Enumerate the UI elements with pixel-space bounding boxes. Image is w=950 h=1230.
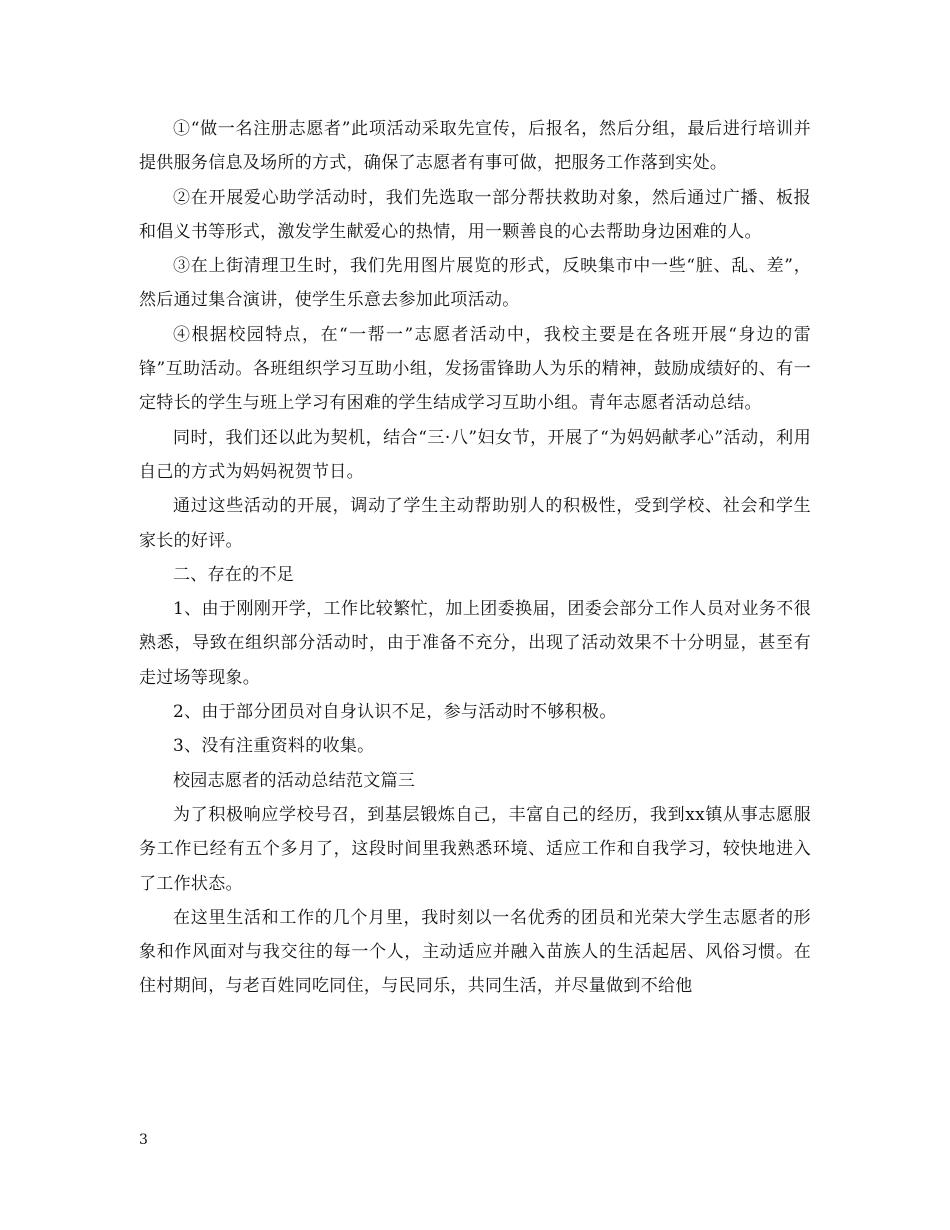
document-body — [139, 112, 811, 1004]
paragraph: ③在上街清理卫生时，我们先用图片展览的形式，反映集市中一些“脏、乱、差”，然后通过集合演讲，使学生乐意去参加此项活动。 — [139, 256, 811, 311]
paragraph: 在这里生活和工作的几个月里，我时刻以一名优秀的团员和光荣大学生志愿者的形象和作风面对与我交往的每一个人，主动适应并融入苗族人的生活起居、风俗习惯。在住村期间，与老百姓同吃同住，与民同乐，共同生活，并尽量做到不给他 — [139, 907, 811, 997]
paragraph: 3、没有注重资料的收集。 — [173, 736, 375, 757]
paragraph: 2、由于部分团员对自身认识不足，参与活动时不够积极。 — [173, 702, 617, 723]
paragraph: ①“做一名注册志愿者”此项活动采取先宣传，后报名，然后分组，最后进行培训并提供服务信息及场所的方式，确保了志愿者有事可做，把服务工作落到实处。 — [139, 119, 811, 174]
paragraph: ②在开展爱心助学活动时，我们先选取一部分帮扶救助对象，然后通过广播、板报和倡义书等形式，激发学生献爱心的热情，用一颗善良的心去帮助身边困难的人。 — [139, 187, 811, 242]
paragraph: 通过这些活动的开展，调动了学生主动帮助别人的积极性，受到学校、社会和学生家长的好评。 — [139, 496, 811, 551]
paragraph: 为了积极响应学校号召，到基层锻炼自己，丰富自己的经历，我到xx镇从事志愿服务工作已经有五个多月了，这段时间里我熟悉环境、适应工作和自我学习，较快地进入了工作状态。 — [139, 804, 811, 894]
section-heading: 二、存在的不足 — [173, 564, 295, 585]
page-number: 3 — [139, 1132, 148, 1148]
paragraph: ④根据校园特点，在“一帮一”志愿者活动中，我校主要是在各班开展“身边的雷锋”互助活动。各班组织学习互助小组，发扬雷锋助人为乐的精神，鼓励成绩好的、有一定特长的学生与班上学习有困难的学生结成学习互助小组。青年志愿者活动总结。 — [139, 324, 811, 414]
paragraph: 同时，我们还以此为契机，结合“三·八”妇女节，开展了“为妈妈献孝心”活动，利用自己的方式为妈妈祝贺节日。 — [139, 427, 811, 482]
article-title: 校园志愿者的活动总结范文篇三 — [173, 770, 416, 791]
paragraph: 1、由于刚刚开学，工作比较繁忙，加上团委换届，团委会部分工作人员对业务不很熟悉，导致在组织部分活动时，由于准备不充分，出现了活动效果不十分明显，甚至有走过场等现象。 — [139, 599, 811, 688]
